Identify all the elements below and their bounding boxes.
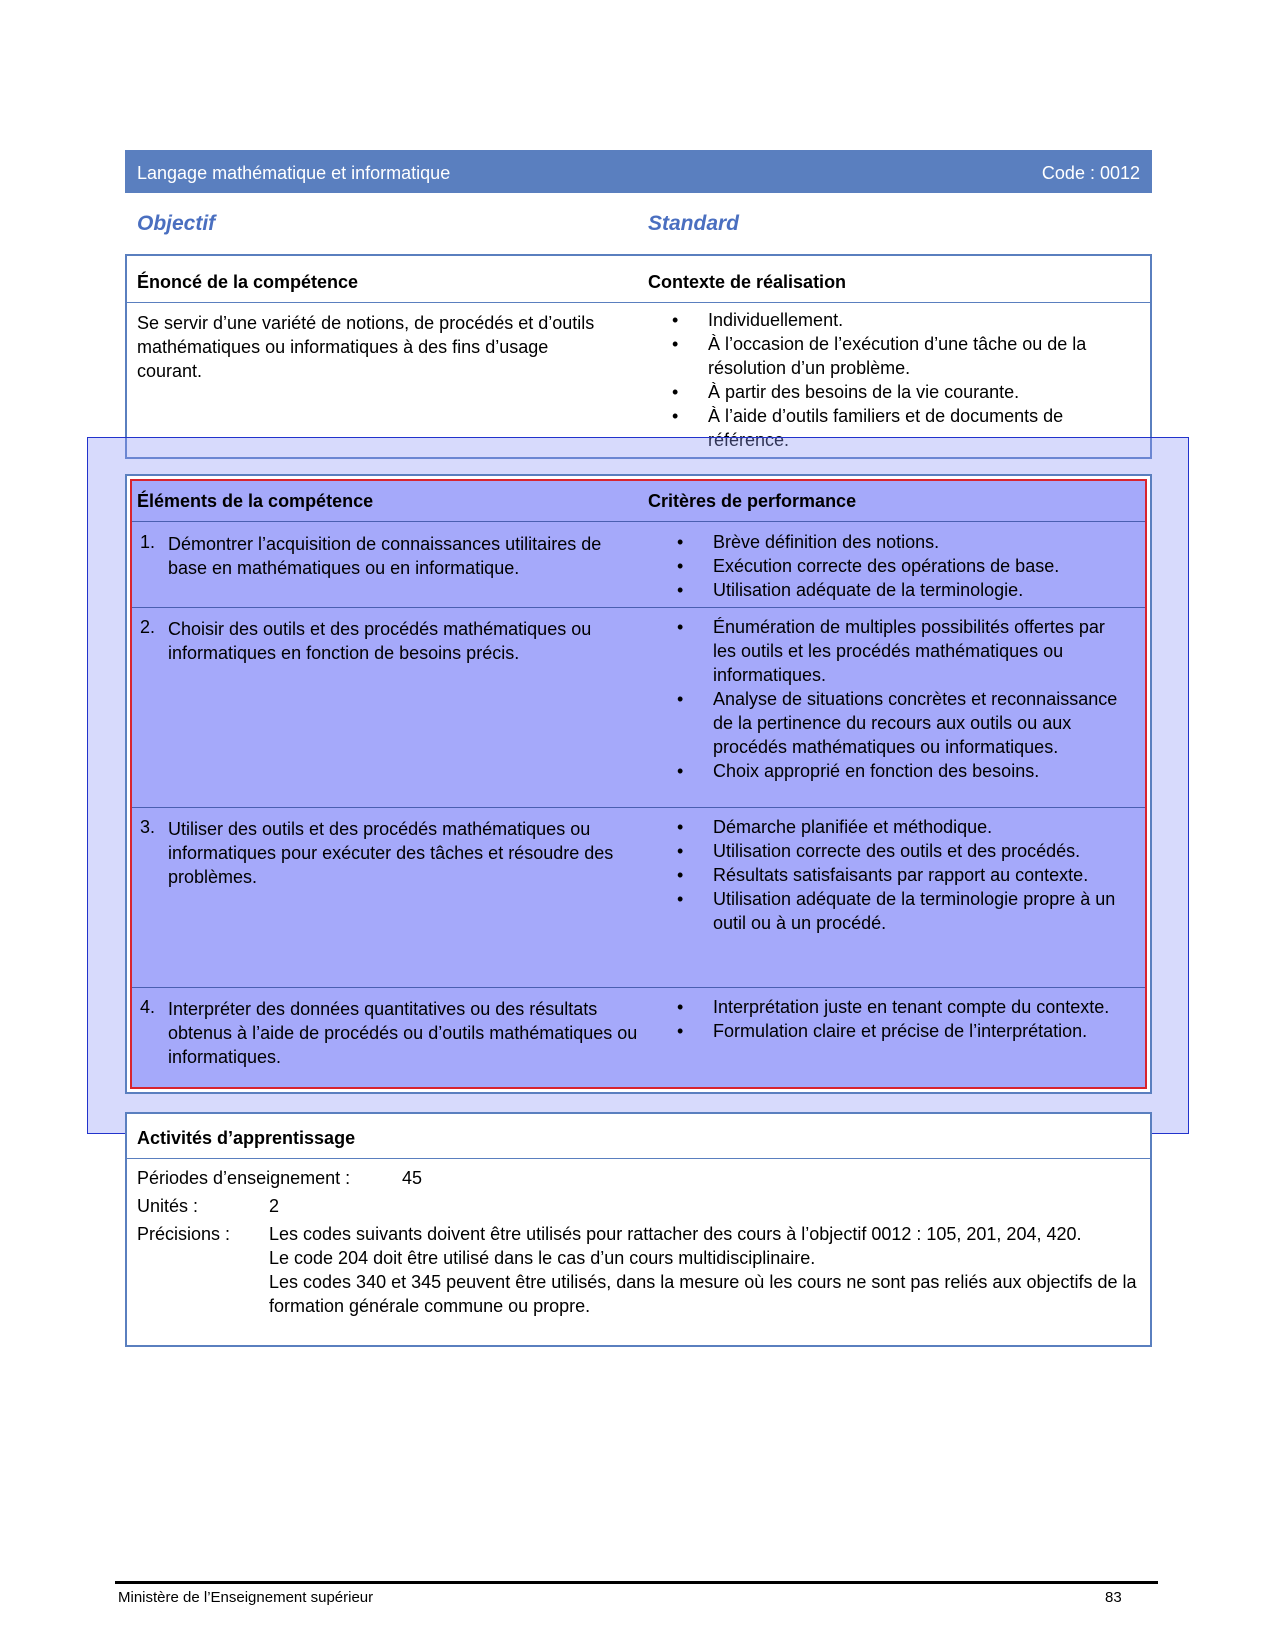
elements-header	[132, 481, 1145, 522]
criterion-item: • Exécution correcte des opérations de base.	[677, 554, 1127, 578]
criteria-list	[677, 615, 1127, 783]
criterion-item: • Énumération de multiples possibilités offertes par les outils et les procédés mathématiques ou informatiques.	[677, 615, 1127, 687]
precisions-label: Précisions :	[137, 1224, 231, 1244]
precision-item: Le code 204 doit être utilisé dans le cas d’un cours multidisciplinaire.	[269, 1248, 816, 1268]
criterion-item: • Utilisation adéquate de la terminologie.	[677, 578, 1127, 602]
element-row	[132, 987, 1145, 1088]
activities-box	[125, 1112, 1152, 1347]
periods-label: Périodes d’enseignement :	[137, 1168, 351, 1188]
criterion-item: • Analyse de situations concrètes et reconnaissance de la pertinence du recours aux outils ou aux procédés mathématiques ou informatiques.	[677, 687, 1127, 759]
element-text: Utiliser des outils et des procédés mathématiques ou informatiques pour exécuter des tâches et résoudre des problèmes.	[168, 819, 614, 887]
element-number: 1.	[140, 532, 156, 552]
criteria-list	[677, 815, 1127, 935]
footer-ministry: Ministère de l’Enseignement supérieur	[118, 1589, 374, 1606]
element-number: 3.	[140, 817, 156, 837]
context-item: • Individuellement.	[672, 308, 1122, 332]
element-row	[132, 607, 1145, 808]
element-text: Interpréter des données quantitatives ou des résultats obtenus à l’aide de procédés ou d’outils mathématiques ou informatiques.	[168, 999, 638, 1067]
element-text: Choisir des outils et des procédés mathématiques ou informatiques en fonction de besoins précis.	[168, 619, 592, 663]
title-banner	[125, 150, 1152, 193]
objectif-heading: Objectif	[137, 212, 216, 235]
course-code: Code : 0012	[1041, 163, 1140, 183]
criterion-item: • Formulation claire et précise de l’interprétation.	[677, 1019, 1127, 1043]
element-text: Démontrer l’acquisition de connaissances utilitaires de base en mathématiques ou en informatique.	[168, 534, 602, 578]
competence-box	[125, 254, 1152, 459]
element-number: 2.	[140, 617, 156, 637]
context-item: • À l’occasion de l’exécution d’une tâche ou de la résolution d’un problème.	[672, 332, 1122, 380]
activities-header-label: Activités d’apprentissage	[137, 1128, 356, 1148]
context-header: Contexte de réalisation	[648, 272, 847, 292]
criterion-item: • Choix approprié en fonction des besoins.	[677, 759, 1127, 783]
precision-item: Les codes suivants doivent être utilisés pour rattacher des cours à l’objectif 0012 : 105, 201, 204, 420.	[269, 1224, 1082, 1244]
periods-value: 45	[402, 1168, 423, 1188]
footer-rule	[115, 1581, 1158, 1584]
criteria-header-label: Critères de performance	[648, 491, 857, 511]
units-value: 2	[269, 1196, 280, 1216]
element-row	[132, 807, 1145, 988]
element-number: 4.	[140, 997, 156, 1017]
criteria-list	[677, 530, 1127, 602]
elements-header-label: Éléments de la compétence	[137, 491, 374, 511]
precision-item: Les codes 340 et 345 peuvent être utilisés, dans la mesure où les cours ne sont pas reliés aux objectifs de la formation générale commune ou propre.	[269, 1272, 1137, 1316]
criterion-item: • Brève définition des notions.	[677, 530, 1127, 554]
criterion-item: • Résultats satisfaisants par rapport au contexte.	[677, 863, 1127, 887]
course-title: Langage mathématique et informatique	[137, 163, 451, 183]
page-number: 83	[1105, 1589, 1122, 1606]
units-label: Unités :	[137, 1196, 199, 1216]
competence-box-header	[127, 256, 1150, 303]
context-item: • À l’aide d’outils familiers et de documents de référence.	[672, 404, 1122, 452]
criterion-item: • Utilisation correcte des outils et des procédés.	[677, 839, 1127, 863]
elements-box	[125, 474, 1152, 1094]
context-item: • À partir des besoins de la vie courante.	[672, 380, 1122, 404]
element-row	[132, 521, 1145, 607]
criterion-item: • Démarche planifiée et méthodique.	[677, 815, 1127, 839]
context-list	[672, 308, 1122, 452]
competence-statement: Se servir d’une variété de notions, de procédés et d’outils mathématiques ou informatiques à des fins d’usage courant.	[137, 313, 595, 381]
activities-header	[127, 1114, 1150, 1159]
elements-table	[130, 479, 1147, 1089]
competence-statement-header: Énoncé de la compétence	[137, 272, 359, 292]
standard-heading: Standard	[648, 212, 740, 235]
criteria-list	[677, 995, 1127, 1043]
criterion-item: • Utilisation adéquate de la terminologie propre à un outil ou à un procédé.	[677, 887, 1127, 935]
precisions-list	[269, 1222, 1139, 1318]
criterion-item: • Interprétation juste en tenant compte du contexte.	[677, 995, 1127, 1019]
